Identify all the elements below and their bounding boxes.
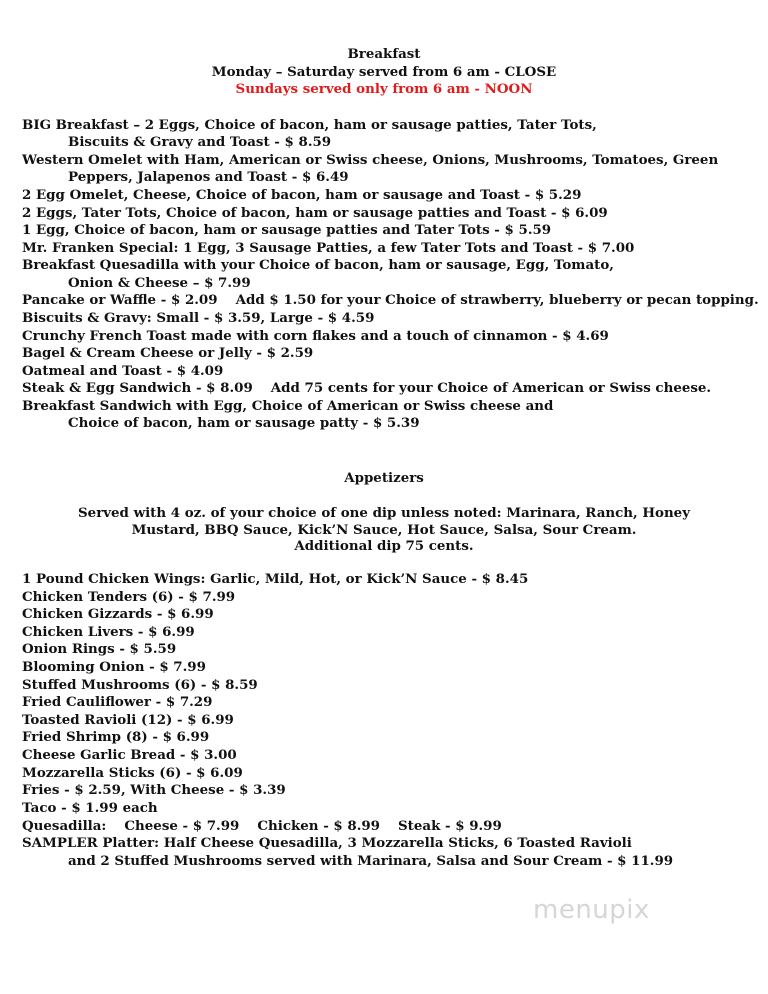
menu-item: 1 Pound Chicken Wings: Garlic, Mild, Hot, or Kick’N Sauce - $ 8.45 [22, 571, 529, 587]
menu-item: Onion Rings - $ 5.59 [22, 641, 177, 657]
menu-item: 2 Egg Omelet, Cheese, Choice of bacon, ham or sausage and Toast - $ 5.29 [22, 187, 582, 203]
menu-item: Stuffed Mushrooms (6) - $ 8.59 [22, 677, 258, 693]
appetizers-note: Mustard, BBQ Sauce, Kick’N Sauce, Hot Sauce, Salsa, Sour Cream. [131, 522, 637, 538]
menu-item: Fried Shrimp (8) - $ 6.99 [22, 729, 210, 745]
menu-item: 2 Eggs, Tater Tots, Choice of bacon, ham or sausage patties and Toast - $ 6.09 [22, 205, 608, 221]
menu-item-addon: Add $ 1.50 for your Choice of strawberry, blueberry or pecan topping. [235, 292, 759, 308]
appetizers-note: Additional dip 75 cents. [294, 538, 474, 554]
watermark: menupix [533, 895, 650, 925]
menu-item-main: Pancake or Waffle - $ 2.09 [22, 292, 218, 308]
menu-item: Western Omelet with Ham, American or Swiss cheese, Onions, Mushrooms, Tomatoes, Green [22, 152, 719, 168]
menu-item: Chicken Livers - $ 6.99 [22, 624, 195, 640]
menu-item: Biscuits & Gravy: Small - $ 3.59, Large - $ 4.59 [22, 310, 375, 326]
quesadilla-chicken: Chicken - $ 8.99 [257, 818, 381, 834]
menu-item: Chicken Tenders (6) - $ 7.99 [22, 589, 236, 605]
menu-item: Fried Cauliflower - $ 7.29 [22, 694, 213, 710]
menu-item: Bagel & Cream Cheese or Jelly - $ 2.59 [22, 345, 314, 361]
breakfast-title: Breakfast [347, 46, 421, 62]
menu-item-continued: Onion & Cheese – $ 7.99 [68, 275, 251, 291]
menu-item-addon: Add 75 cents for your Choice of American or Swiss cheese. [270, 380, 712, 396]
menu-item: Oatmeal and Toast - $ 4.09 [22, 363, 224, 379]
quesadilla-steak: Steak - $ 9.99 [398, 818, 502, 834]
menu-item: Mr. Franken Special: 1 Egg, 3 Sausage Patties, a few Tater Tots and Toast - $ 7.00 [22, 240, 635, 256]
menu-item: Fries - $ 2.59, With Cheese - $ 3.39 [22, 782, 286, 798]
menu-item: Breakfast Sandwich with Egg, Choice of American or Swiss cheese and [22, 398, 554, 414]
quesadilla-cheese: Cheese - $ 7.99 [124, 818, 240, 834]
menu-item: Mozzarella Sticks (6) - $ 6.09 [22, 765, 243, 781]
menu-item-main: Steak & Egg Sandwich - $ 8.09 [22, 380, 253, 396]
menu-item: Taco - $ 1.99 each [22, 800, 158, 816]
menu-item: BIG Breakfast – 2 Eggs, Choice of bacon, ham or sausage patties, Tater Tots, [22, 117, 597, 133]
menu-item-continued: Choice of bacon, ham or sausage patty - $ 5.39 [68, 415, 420, 431]
menu-item-continued: and 2 Stuffed Mushrooms served with Marinara, Salsa and Sour Cream - $ 11.99 [68, 853, 674, 869]
appetizers-title: Appetizers [344, 470, 424, 486]
menu-item: Blooming Onion - $ 7.99 [22, 659, 206, 675]
appetizers-note: Served with 4 oz. of your choice of one dip unless noted: Marinara, Ranch, Honey [78, 505, 690, 521]
menu-item: 1 Egg, Choice of bacon, ham or sausage patties and Tater Tots - $ 5.59 [22, 222, 552, 238]
menu-item-continued: Biscuits & Gravy and Toast - $ 8.59 [68, 134, 332, 150]
menu-item [22, 380, 711, 396]
breakfast-hours-weekday: Monday – Saturday served from 6 am - CLOSE [211, 64, 557, 80]
quesadilla-label: Quesadilla: [22, 818, 107, 834]
menu-item: Chicken Gizzards - $ 6.99 [22, 606, 214, 622]
menu-item: Toasted Ravioli (12) - $ 6.99 [22, 712, 234, 728]
menu-item-continued: Peppers, Jalapenos and Toast - $ 6.49 [68, 169, 349, 185]
menu-item: SAMPLER Platter: Half Cheese Quesadilla, 3 Mozzarella Sticks, 6 Toasted Ravioli [22, 835, 632, 851]
menu-item: Crunchy French Toast made with corn flakes and a touch of cinnamon - $ 4.69 [22, 328, 609, 344]
menu-item: Breakfast Quesadilla with your Choice of bacon, ham or sausage, Egg, Tomato, [22, 257, 614, 273]
breakfast-hours-sunday: Sundays served only from 6 am - NOON [235, 81, 533, 97]
menu-item [22, 292, 759, 308]
menu-item [22, 818, 502, 834]
menu-item: Cheese Garlic Bread - $ 3.00 [22, 747, 237, 763]
